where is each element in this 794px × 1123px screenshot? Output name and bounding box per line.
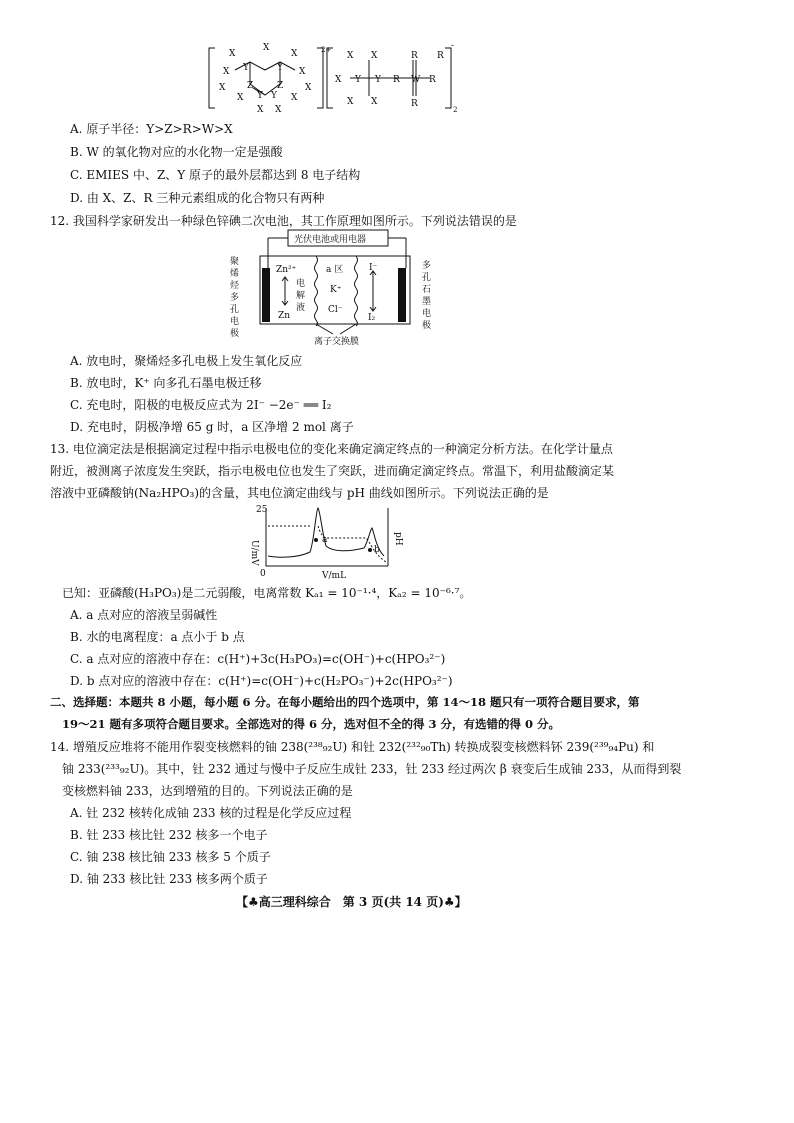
anion-atom: X	[371, 51, 378, 61]
q11-option-c: C. EMIES 中、Z、Y 原子的最外层都达到 8 电子结构	[70, 168, 361, 182]
struct-atom: Z	[247, 81, 254, 91]
cl-ion-label: Cl⁻	[328, 305, 343, 315]
anion-atom: R	[411, 99, 418, 109]
struct-atom: X	[223, 67, 230, 77]
section2-heading-line1: 二、选择题：本题共 8 小题，每小题 6 分。在每小题给出的四个选项中，第 14～18 题只有一项符合题目要求，第	[50, 695, 640, 709]
right-electrode-label: 孔	[422, 273, 432, 283]
struct-atom: X	[299, 67, 306, 77]
struct-atom: X	[291, 93, 298, 103]
struct-atom: X	[291, 49, 298, 59]
anion-atom: X	[347, 51, 354, 61]
iodine-label: I₂	[368, 313, 376, 323]
zn-label: Zn	[278, 311, 291, 321]
struct-atom: Y	[277, 63, 283, 73]
anion-atom: X	[347, 97, 354, 107]
q12-option-b: B. 放电时，K⁺ 向多孔石墨电极迁移	[70, 376, 262, 390]
q13-option-b: B. 水的电离程度：a 点小于 b 点	[70, 630, 245, 644]
struct-atom: X	[275, 105, 282, 115]
anion-atom: Y	[355, 75, 361, 85]
q14-option-a: A. 钍 232 核转化成铀 233 核的过程是化学反应过程	[70, 806, 352, 820]
anion-atom: Y	[375, 75, 381, 85]
titration-chart	[238, 502, 428, 582]
struct-atom: X	[229, 49, 236, 59]
q13-stem-line3: 溶液中亚磷酸钠(Na₂HPO₃)的含量，其电位滴定曲线与 pH 曲线如图所示。下列说法正确的是	[50, 486, 549, 500]
anion-atom: R	[437, 51, 444, 61]
right-electrode-label: 电	[422, 309, 432, 319]
anion-atom: R	[393, 75, 400, 85]
origin-label: 0	[260, 569, 266, 579]
right-electrode-label: 石	[422, 285, 432, 295]
top-box-label: 光伏电池或用电器	[294, 235, 367, 245]
struct-atom: Y	[257, 91, 263, 101]
x-axis-label: V/mL	[322, 571, 347, 581]
q11-option-d: D. 由 X、Z、R 三种元素组成的化合物只有两种	[70, 191, 325, 205]
q12-option-d: D. 充电时，阴极净增 65 g 时，a 区净增 2 mol 离子	[70, 420, 354, 434]
q14-stem-line1: 14. 增殖反应堆将不能用作裂变核燃料的铀 238(²³⁸₉₂U) 和钍 232(²³²₉₀Th) 转换成裂变核燃料钚 239(²³⁹₉₄Pu) 和	[50, 740, 655, 754]
struct-atom: X	[257, 105, 264, 115]
struct-atom: Y	[271, 91, 277, 101]
left-electrode-label: 烯	[230, 269, 240, 279]
q11-option-b: B. W 的氧化物对应的水化物一定是强酸	[70, 145, 283, 159]
right-electrode-label: 墨	[422, 297, 432, 307]
anion-atom: W	[411, 75, 421, 85]
left-electrode-label: 孔	[230, 305, 240, 315]
struct-atom: X	[219, 83, 226, 93]
q12-option-a: A. 放电时，聚烯烃多孔电极上发生氧化反应	[70, 354, 303, 368]
battery-diagram	[228, 228, 448, 346]
q13-stem-line1: 13. 电位滴定法是根据滴定过程中指示电极电位的变化来确定滴定终点的一种滴定分析方法。在化学计量点	[50, 442, 613, 456]
q14-option-b: B. 钍 233 核比钍 232 核多一个电子	[70, 828, 268, 842]
q14-stem-line2: 铀 233(²³³₉₂U)。其中，钍 232 通过与慢中子反应生成钍 233，钍 233 经过两次 β 衰变后生成铀 233，从而得到裂	[62, 762, 682, 776]
left-electrode-label: 聚	[230, 257, 240, 267]
struct-atom: X	[263, 43, 270, 53]
iodide-label: I⁻	[369, 263, 378, 273]
charge-minus: -	[451, 41, 455, 51]
electrolyte-label: 解	[296, 291, 306, 301]
left-electrode-label: 极	[230, 329, 240, 339]
k-ion-label: K⁺	[330, 285, 342, 295]
y2-axis-label: pH	[393, 532, 403, 546]
a-zone-label: a 区	[326, 265, 344, 275]
anion-atom: R	[429, 75, 436, 85]
y-axis-label: U/mV	[249, 540, 259, 566]
q12-option-c: C. 充电时，阳极的电极反应式为 2I⁻ −2e⁻ ══ I₂	[70, 398, 332, 412]
zn2-label: Zn²⁺	[276, 265, 297, 275]
q13-option-c: C. a 点对应的溶液中存在：c(H⁺)+3c(H₃PO₃)=c(OH⁻)+c(HPO₃²⁻)	[70, 652, 446, 666]
point-a-label: a	[322, 535, 328, 545]
q13-option-a: A. a 点对应的溶液呈弱碱性	[70, 608, 218, 622]
right-electrode-label: 极	[422, 321, 432, 331]
q13-option-d: D. b 点对应的溶液中存在：c(H⁺)=c(OH⁻)+c(H₂PO₃⁻)+2c(HPO₃²⁻)	[70, 674, 453, 688]
q13-stem-line2: 附近，被测离子浓度发生突跃，指示电极电位也发生了突跃，进而确定滴定终点。常温下，利用盐酸滴定某	[50, 464, 615, 478]
electrolyte-label: 液	[296, 303, 306, 313]
struct-atom: Z	[277, 81, 284, 91]
anion-atom: X	[335, 75, 342, 85]
q14-stem-line3: 变核燃料铀 233，达到增殖的目的。下列说法正确的是	[62, 784, 353, 798]
left-electrode-label: 多	[230, 293, 240, 303]
left-electrode-label: 电	[230, 317, 240, 327]
q14-option-d: D. 铀 233 核比钍 233 核多两个质子	[70, 872, 268, 886]
y-axis-max: 25	[256, 505, 268, 515]
structural-formula	[205, 40, 465, 115]
right-electrode-label: 多	[422, 261, 432, 271]
section2-heading-line2: 19～21 题有多项符合题目要求。全部选对的得 6 分，选对但不全的得 3 分，有选错的得 0 分。	[62, 717, 561, 731]
anion-atom: X	[371, 97, 378, 107]
page-footer: 【♣高三理科综合 第 3 页(共 14 页)♣】	[236, 895, 467, 909]
left-electrode-label: 烃	[230, 281, 240, 291]
struct-atom: Y	[243, 63, 249, 73]
subscript-2: 2	[453, 106, 458, 114]
q14-option-c: C. 铀 238 核比铀 233 核多 5 个质子	[70, 850, 271, 864]
point-b-label: b	[374, 545, 380, 555]
q11-option-a: A. 原子半径：Y>Z>R>W>X	[70, 122, 233, 136]
q12-stem: 12. 我国科学家研发出一种绿色锌碘二次电池，其工作原理如图所示。下列说法错误的是	[50, 214, 517, 228]
anion-atom: R	[411, 51, 418, 61]
membrane-label: 离子交换膜	[314, 337, 360, 346]
q13-known: 已知：亚磷酸(H₃PO₃)是二元弱酸，电离常数 Kₐ₁ = 10⁻¹·⁴，Kₐ₂ = 10⁻⁶·⁷。	[62, 586, 472, 600]
charge-plus: 2+	[321, 46, 332, 54]
struct-atom: X	[305, 83, 312, 93]
struct-atom: X	[237, 93, 244, 103]
electrolyte-label: 电	[296, 279, 306, 289]
